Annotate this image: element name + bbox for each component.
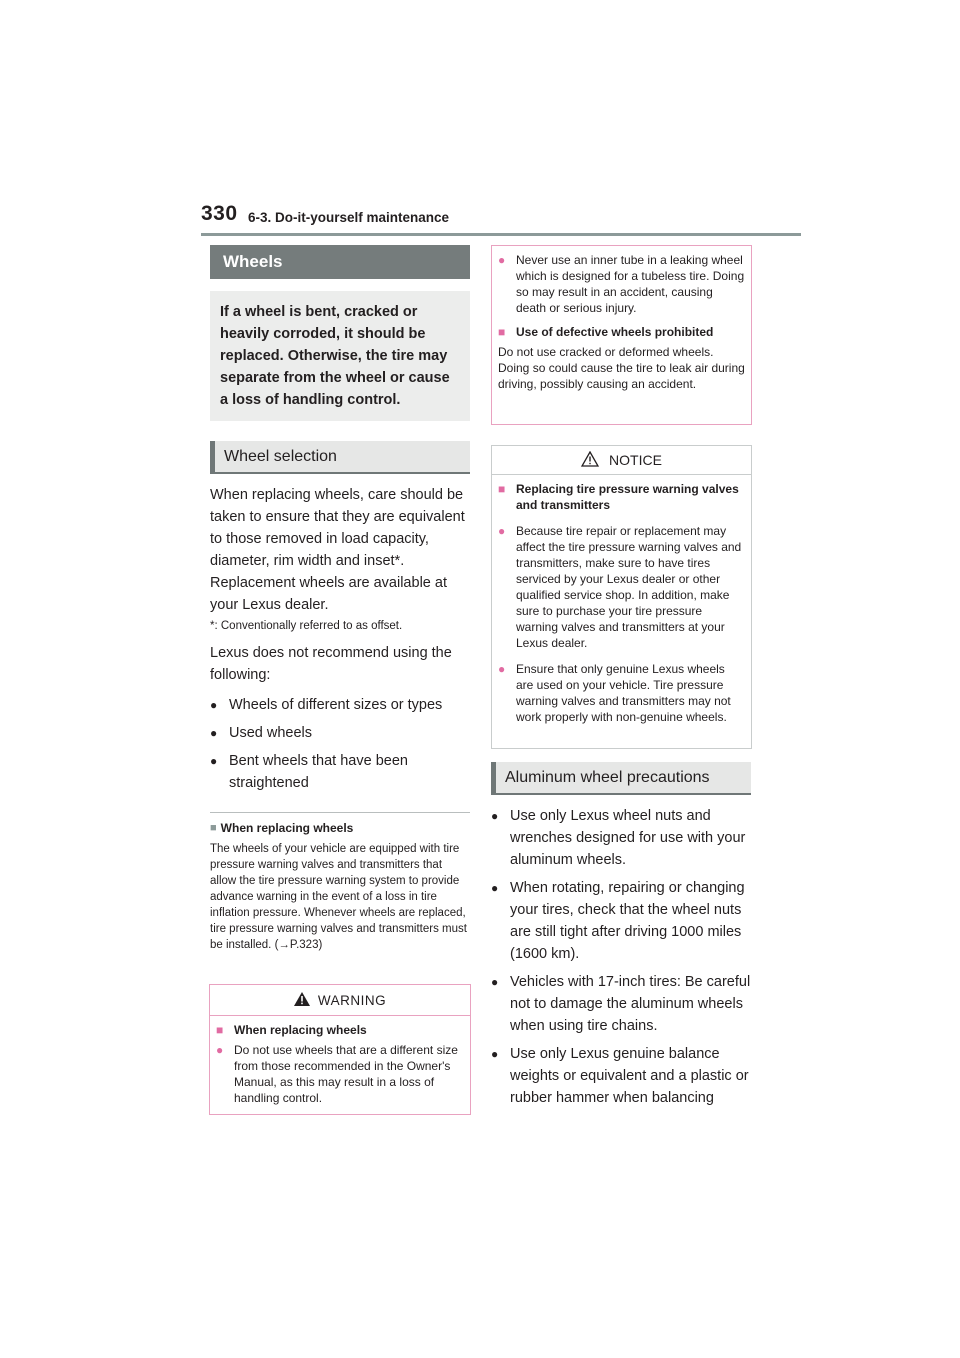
- bullet-icon: ●: [498, 524, 506, 538]
- warning-triangle-icon: [294, 992, 310, 1009]
- bullet-icon: ●: [210, 698, 218, 712]
- page-number: 330: [201, 202, 238, 225]
- warning-item: ● Do not use wheels that are a different size from those recommended in the Owner's Manual, as this may result in a loss of handling control.: [216, 1043, 458, 1105]
- square-icon: ■: [216, 1023, 224, 1037]
- aluminum-section: [491, 762, 751, 1115]
- warning-subhead: ■ When replacing wheels: [216, 1023, 367, 1037]
- footnote: *: Conventionally referred to as offset.: [210, 620, 403, 632]
- divider: [210, 812, 470, 813]
- wheel-selection-heading: Wheel selection: [210, 441, 470, 474]
- warning-box: [209, 984, 471, 1115]
- notice-item: ● Because tire repair or replacement may affect the tire pressure warning valves and transmitters, make sure to have tires serviced by your Lexus dealer or other qualified service shop. In addition, make sure to purchase your tire pressure warning valves and transmitters at your Lexus dealer.: [498, 524, 742, 650]
- notice-item: ● Ensure that only genuine Lexus wheels are used on your vehicle. Tire pressure warning valves and transmitters may not work properly with non-genuine wheels.: [498, 662, 731, 724]
- section-title: 6-3. Do-it-yourself maintenance: [248, 210, 450, 225]
- notice-subhead: ■ Replacing tire pressure warning valves and transmitters: [498, 482, 739, 512]
- aluminum-list: [491, 805, 751, 1109]
- bullet-icon: ●: [210, 754, 218, 768]
- list-item: ● Wheels of different sizes or types: [210, 694, 470, 716]
- bullet-icon: ●: [491, 1047, 499, 1061]
- square-icon: ■: [498, 482, 506, 496]
- not-recommended-list: [210, 694, 470, 794]
- warning-text: Do not use cracked or deformed wheels. Doing so could cause the tire to leak air during driving, possibly causing an accident.: [498, 345, 745, 391]
- header-rule: [201, 233, 801, 236]
- left-column: [210, 245, 470, 953]
- list-item: ● Use only Lexus genuine balance weights or equivalent and a plastic or rubber hammer when balancing: [491, 1043, 751, 1109]
- notice-header: NOTICE: [492, 446, 751, 475]
- bullet-icon: ●: [498, 662, 506, 676]
- list-item: ● Vehicles with 17-inch tires: Be careful not to damage the aluminum wheels when using tire chains.: [491, 971, 751, 1037]
- warning-item: ● Never use an inner tube in a leaking wheel which is designed for a tubeless tire. Doing so may result in an accident, causing death or serious injury.: [498, 253, 745, 315]
- list-item: ● Used wheels: [210, 722, 470, 744]
- warning-header: WARNING: [210, 985, 470, 1016]
- wheels-heading: Wheels: [210, 245, 470, 279]
- bullet-icon: ●: [210, 726, 218, 740]
- bullet-icon: ●: [216, 1043, 224, 1057]
- notice-box: [491, 445, 752, 749]
- bullet-icon: ●: [491, 975, 499, 989]
- list-item: ● When rotating, repairing or changing your tires, check that the wheel nuts are still tight after driving 1000 miles (1600 km).: [491, 877, 751, 965]
- bullet-icon: ●: [491, 809, 499, 823]
- selection-paragraph: When replacing wheels, care should be taken to ensure that they are equivalent to those removed in load capacity, diameter, rim width and inset*. Replacement wheels are available at your Lexus dealer.: [210, 487, 465, 613]
- warning-subhead: ■ Use of defective wheels prohibited: [498, 325, 714, 339]
- replacing-text: The wheels of your vehicle are equipped with tire pressure warning valves and transmitters that allow the tire pressure warning system to provide advance warning in the event of a loss in tire inflation pressure. Whenever wheels are replaced, tire pressure warning valves and transmitters must be installed. (→P.323): [210, 843, 467, 951]
- intro-box: If a wheel is bent, cracked or heavily corroded, it should be replaced. Otherwise, the tire may separate from the wheel or cause a loss of handling control.: [210, 291, 470, 421]
- caution-triangle-icon: [581, 451, 599, 470]
- bullet-icon: ●: [498, 253, 506, 267]
- bullet-icon: ●: [491, 881, 499, 895]
- list-item: ● Use only Lexus wheel nuts and wrenches designed for use with your aluminum wheels.: [491, 805, 751, 871]
- list-item: ● Bent wheels that have been straightened: [210, 750, 470, 794]
- square-icon: ■: [210, 822, 217, 834]
- recommend-paragraph: Lexus does not recommend using the following:: [210, 645, 452, 683]
- replacing-heading: ■ When replacing wheels: [210, 821, 354, 835]
- square-icon: ■: [498, 325, 506, 339]
- warning-continued-box: [491, 245, 752, 425]
- aluminum-heading: Aluminum wheel precautions: [491, 762, 751, 795]
